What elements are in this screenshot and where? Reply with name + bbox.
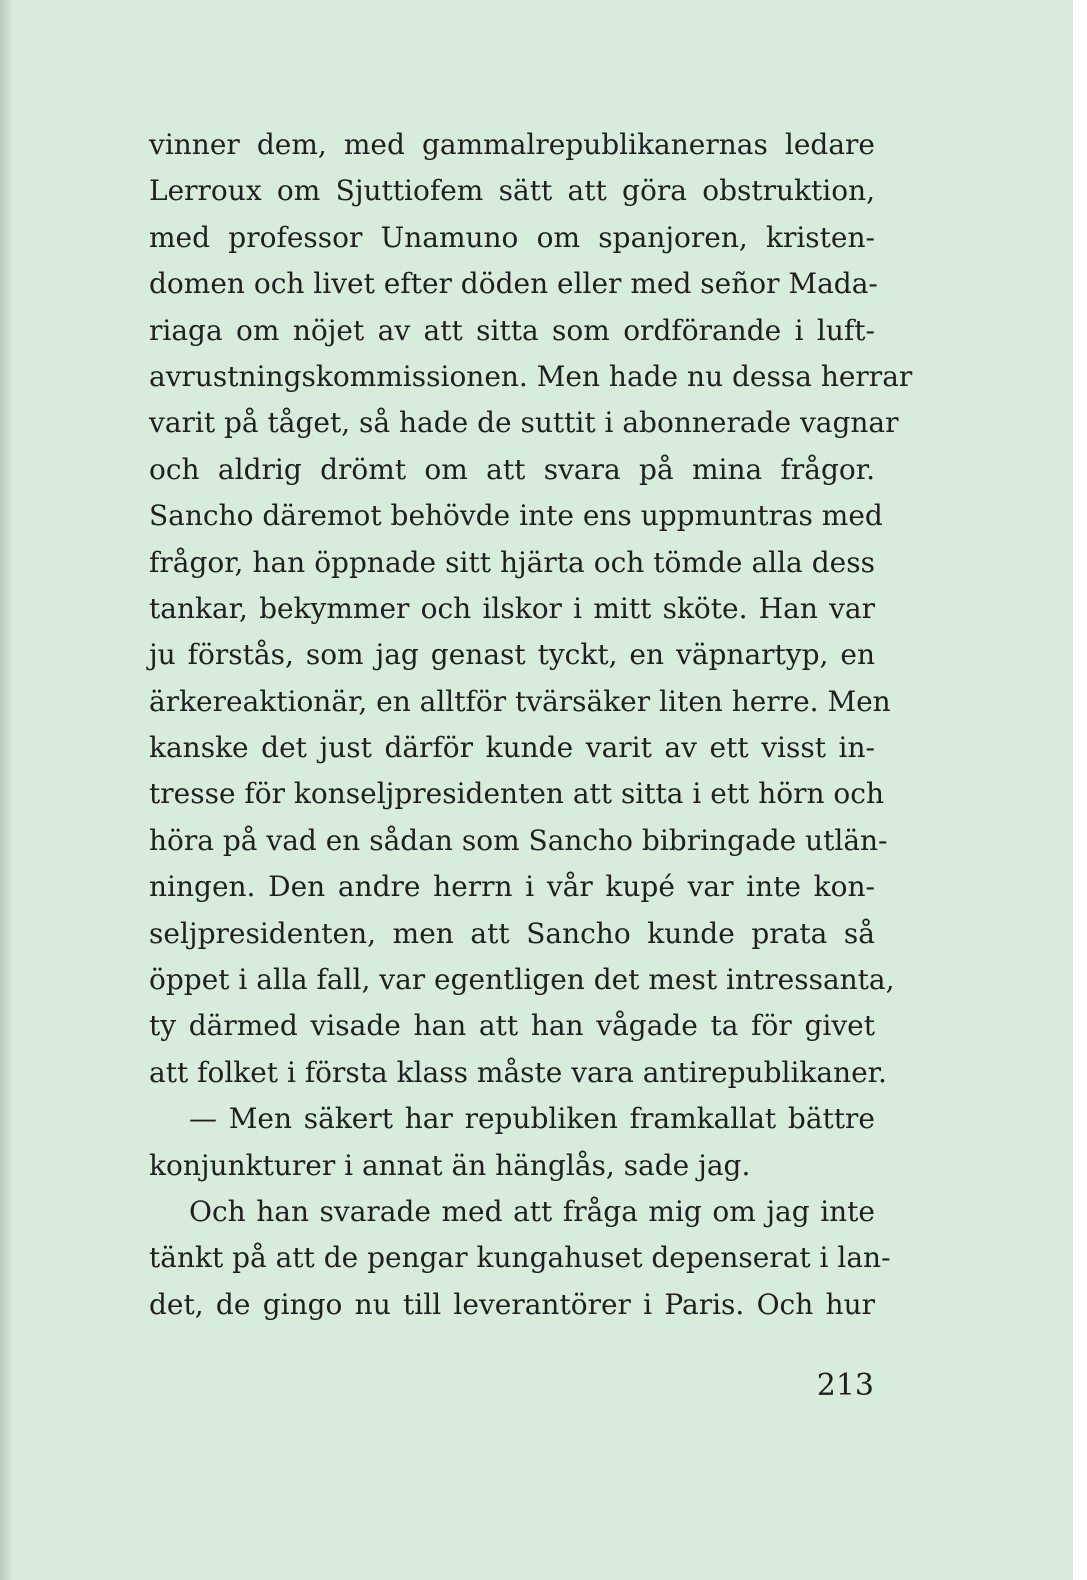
text-line: varit på tåget, så hade de suttit i abonnerade vagnar — [149, 406, 899, 440]
page-number: 213 — [816, 1368, 874, 1403]
text-line: konjunkturer i annat än hänglås, sade jag. — [149, 1148, 751, 1182]
page-gutter-shadow — [0, 0, 14, 1580]
paragraph-start-line: Och han svarade med att fråga mig om jag inte — [189, 1194, 875, 1228]
text-line: Sancho däremot behövde inte ens uppmuntras med — [149, 499, 883, 533]
text-line: frågor, han öppnade sitt hjärta och tömde alla dess — [149, 545, 875, 579]
text-line: ningen. Den andre herrn i vår kupé var inte kon- — [149, 870, 875, 904]
text-line: och aldrig drömt om att svara på mina frågor. — [149, 452, 875, 486]
text-line: avrustningskommissionen. Men hade nu dessa herrar — [149, 359, 913, 393]
body-text — [149, 122, 913, 1328]
text-line: kanske det just därför kunde varit av ett visst in- — [149, 731, 875, 765]
text-line: riaga om nöjet av att sitta som ordförande i luft- — [149, 313, 875, 347]
text-line: ty därmed visade han att han vågade ta för givet — [149, 1009, 875, 1043]
text-line: vinner dem, med gammalrepublikanernas ledare — [149, 128, 875, 161]
text-line: Lerroux om Sjuttiofem sätt att göra obstruktion, — [149, 174, 875, 208]
text-line: med professor Unamuno om spanjoren, kristen- — [149, 220, 875, 254]
text-line: ärkereaktionär, en alltför tvärsäker liten herre. Men — [149, 684, 891, 718]
text-line: höra på vad en sådan som Sancho bibringade utlän- — [149, 823, 888, 857]
text-line: att folket i första klass måste vara antirepublikaner. — [149, 1055, 887, 1089]
text-line: tankar, bekymmer och ilskor i mitt sköte. Han var — [149, 591, 875, 625]
text-line: seljpresidenten, men att Sancho kunde prata så — [149, 916, 875, 950]
text-line: domen och livet efter döden eller med señor Mada- — [149, 267, 878, 301]
text-line: tresse för konseljpresidenten att sitta i ett hörn och — [149, 777, 884, 811]
text-line: öppet i alla fall, var egentligen det mest intressanta, — [149, 963, 895, 997]
dialogue-line: — Men säkert har republiken framkallat bättre — [189, 1102, 875, 1136]
text-line: tänkt på att de pengar kungahuset depenserat i lan- — [149, 1241, 891, 1275]
page-edge — [1073, 0, 1087, 1580]
text-line: ju förstås, som jag genast tyckt, en väpnartyp, en — [149, 638, 875, 672]
text-line: det, de gingo nu till leverantörer i Paris. Och hur — [149, 1287, 875, 1321]
